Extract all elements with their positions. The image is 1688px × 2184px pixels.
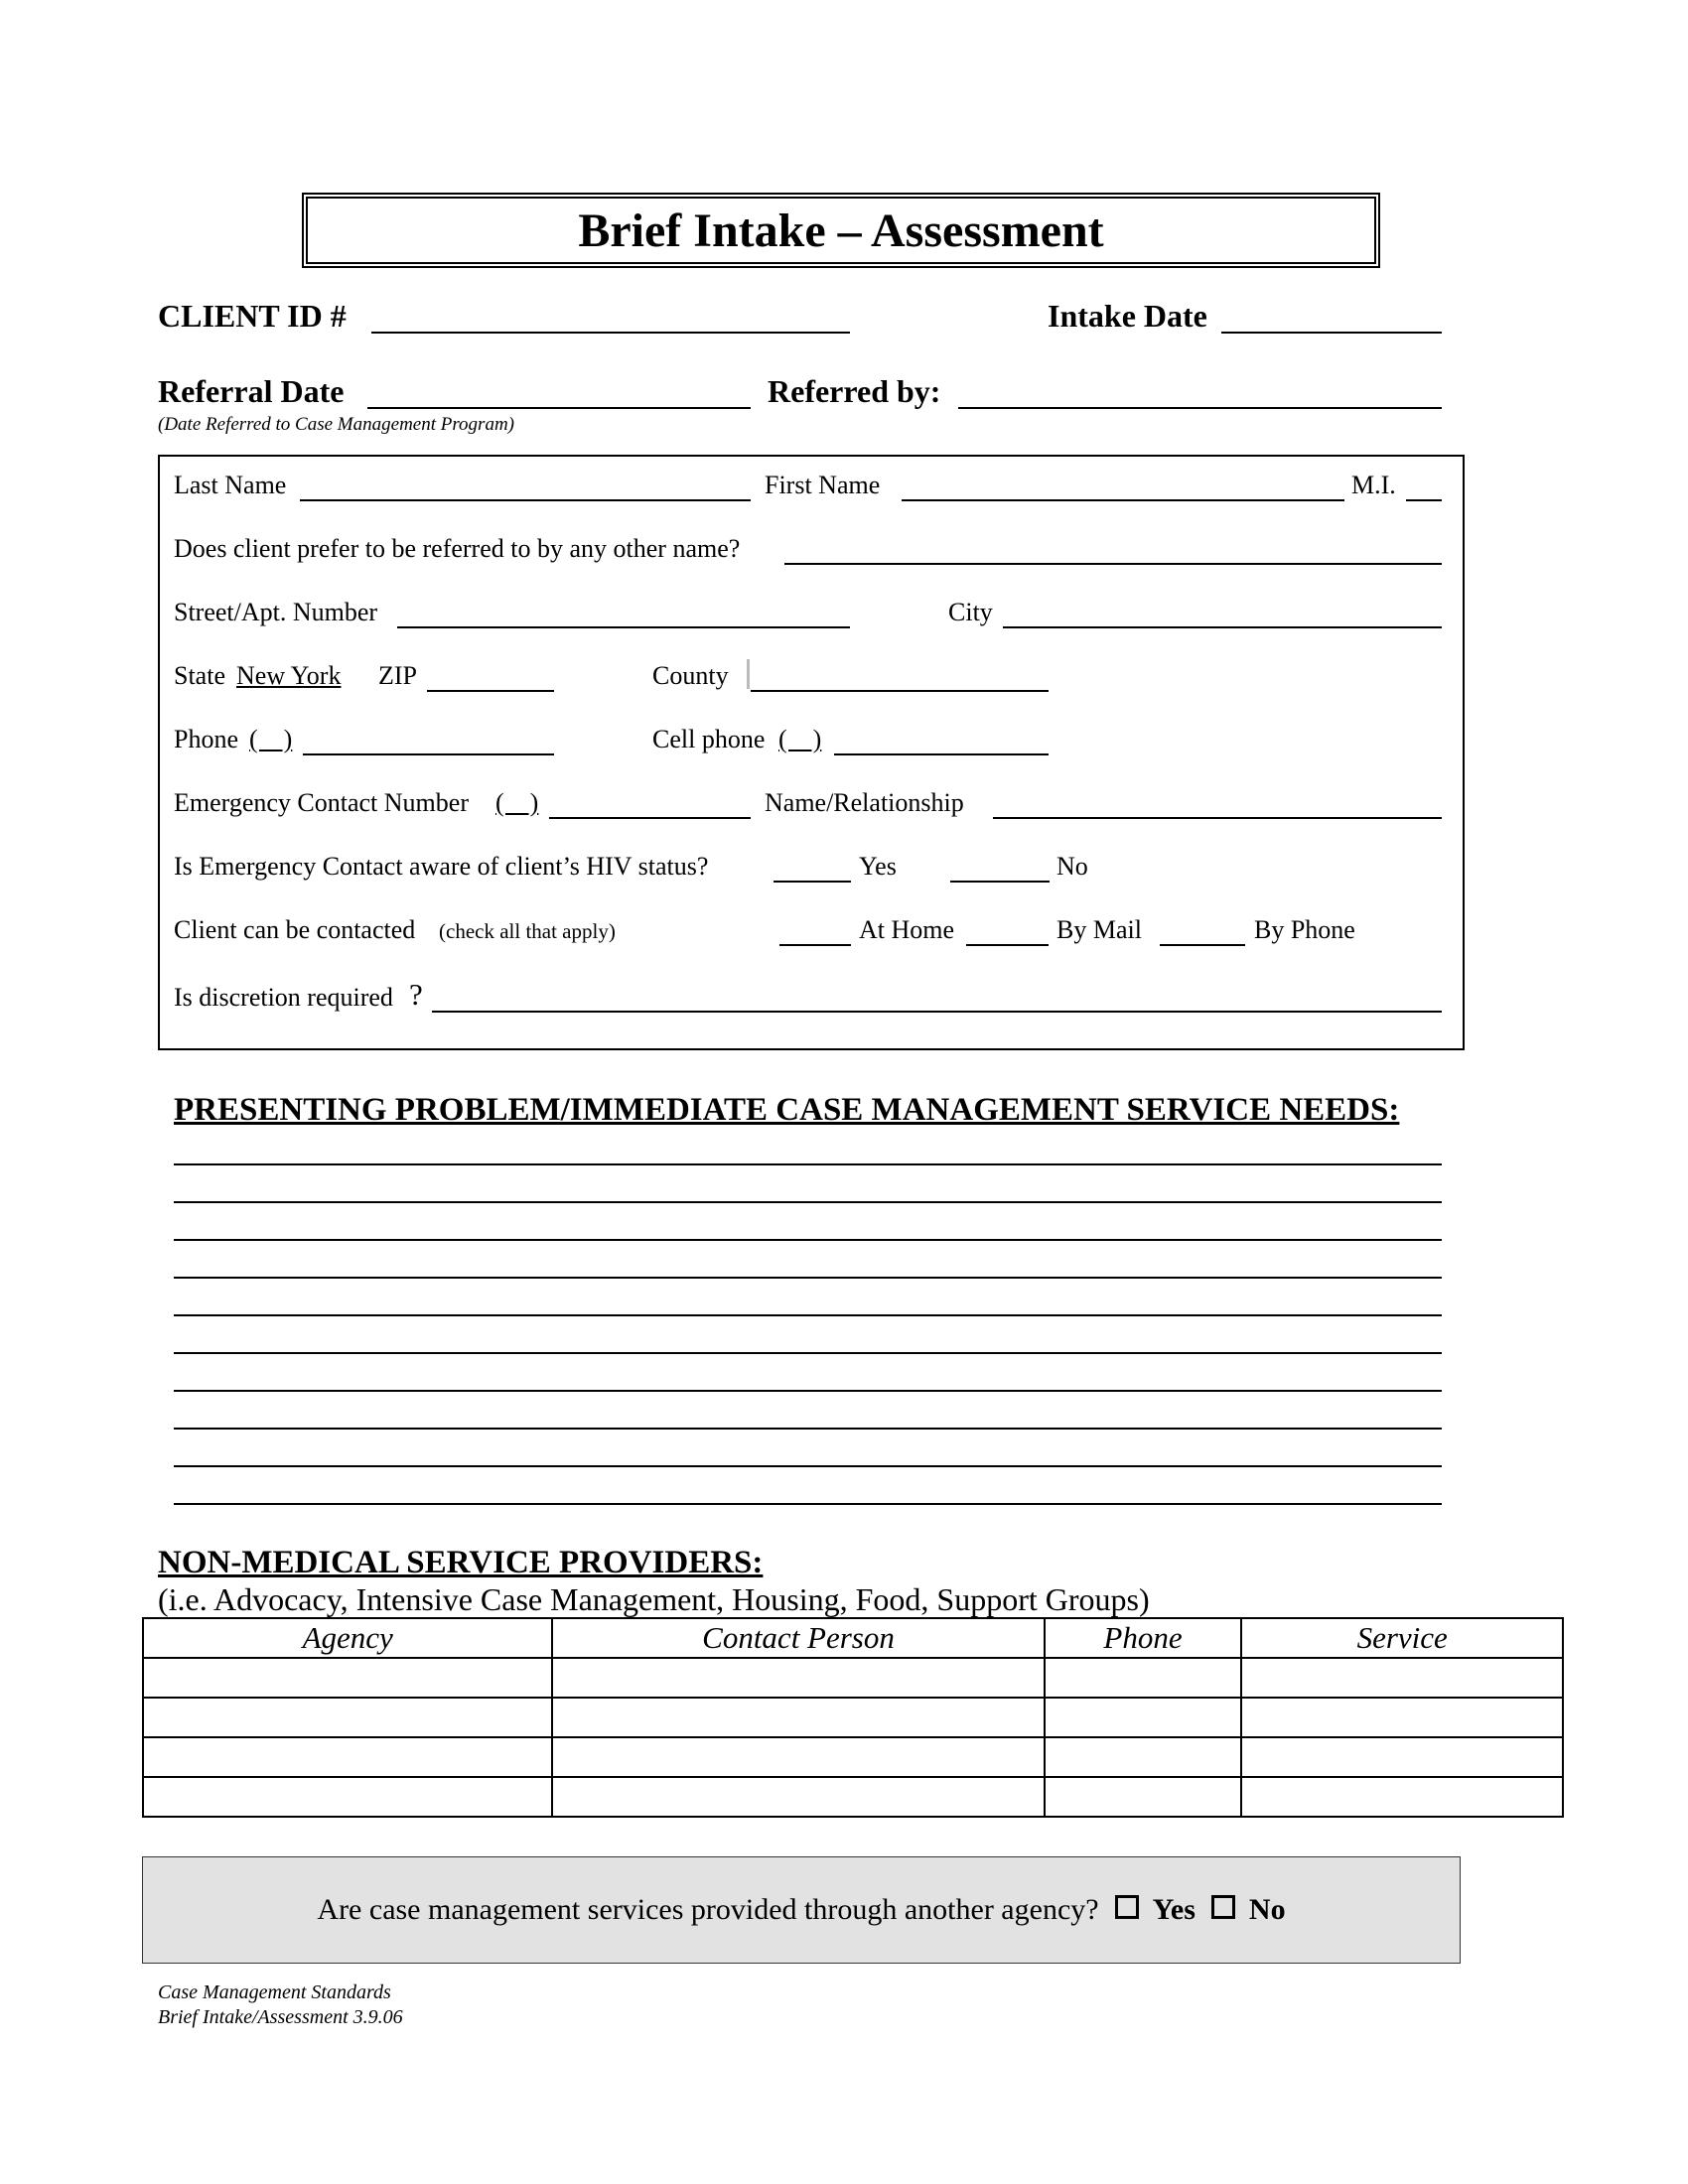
presenting-line-2[interactable] <box>174 1201 1442 1203</box>
other-name-field[interactable] <box>784 563 1442 565</box>
footer-line-2: Brief Intake/Assessment 3.9.06 <box>158 2006 403 2028</box>
presenting-line-3[interactable] <box>174 1239 1442 1241</box>
hiv-no-field[interactable] <box>950 881 1050 883</box>
discretion-label: Is discretion required <box>174 983 393 1012</box>
hiv-yes-label: Yes <box>859 852 897 881</box>
last-name-label: Last Name <box>174 471 287 499</box>
at-home-label: At Home <box>859 915 955 944</box>
county-label: County <box>652 661 729 690</box>
zip-label: ZIP <box>378 661 417 690</box>
county-field[interactable] <box>751 690 1049 692</box>
column-header-phone: Phone <box>1045 1618 1242 1658</box>
service-cell[interactable] <box>1241 1737 1563 1777</box>
discretion-qmark: ? <box>409 977 423 1012</box>
no-checkbox[interactable] <box>1211 1895 1235 1919</box>
referral-date-field[interactable] <box>367 407 751 409</box>
phone-cell[interactable] <box>1045 1698 1242 1737</box>
other-agency-question: Are case management services provided through another agency? <box>317 1893 1099 1926</box>
cell-field[interactable] <box>834 753 1049 755</box>
city-label: City <box>948 598 993 626</box>
emergency-field[interactable] <box>549 817 751 819</box>
presenting-line-6[interactable] <box>174 1352 1442 1354</box>
zip-field[interactable] <box>427 690 554 692</box>
by-mail-label: By Mail <box>1056 915 1142 944</box>
form-title: Brief Intake – Assessment <box>578 204 1104 257</box>
last-name-field[interactable] <box>300 499 751 501</box>
state-value[interactable]: New York <box>236 661 342 690</box>
state-label: State <box>174 661 225 690</box>
emergency-label: Emergency Contact Number <box>174 788 469 817</box>
name-relationship-label: Name/Relationship <box>765 788 964 817</box>
client-id-label: CLIENT ID # <box>158 298 347 334</box>
contact-label: Client can be contacted <box>174 915 416 944</box>
intake-date-field[interactable] <box>1221 332 1442 334</box>
phone-cell[interactable] <box>1045 1658 1242 1698</box>
table-row <box>143 1698 1563 1737</box>
emergency-area-code[interactable]: ( ) <box>495 788 539 817</box>
cell-label: Cell phone <box>652 725 766 753</box>
by-mail-field[interactable] <box>966 944 1049 946</box>
column-header-contact-person: Contact Person <box>552 1618 1044 1658</box>
providers-table <box>142 1617 1564 1818</box>
phone-cell[interactable] <box>1045 1777 1242 1817</box>
column-header-agency: Agency <box>143 1618 552 1658</box>
city-field[interactable] <box>1003 626 1442 628</box>
presenting-line-5[interactable] <box>174 1314 1442 1316</box>
cell-area-code[interactable]: ( ) <box>778 725 822 753</box>
client-id-field[interactable] <box>371 332 850 334</box>
form-title-box <box>306 197 1376 264</box>
referral-date-note: (Date Referred to Case Management Program) <box>158 414 514 435</box>
service-cell[interactable] <box>1241 1777 1563 1817</box>
agency-cell[interactable] <box>143 1698 552 1737</box>
phone-label: Phone <box>174 725 238 753</box>
table-row <box>143 1737 1563 1777</box>
agency-cell[interactable] <box>143 1737 552 1777</box>
first-name-label: First Name <box>765 471 881 499</box>
mi-label: M.I. <box>1351 471 1396 499</box>
providers-header-row <box>143 1618 1563 1658</box>
presenting-line-10[interactable] <box>174 1503 1442 1505</box>
hiv-no-label: No <box>1056 852 1088 881</box>
service-cell[interactable] <box>1241 1658 1563 1698</box>
contact-person-cell[interactable] <box>552 1737 1044 1777</box>
providers-subheading: (i.e. Advocacy, Intensive Case Management, Housing, Food, Support Groups) <box>158 1581 1150 1617</box>
column-header-service: Service <box>1241 1618 1563 1658</box>
contact-person-cell[interactable] <box>552 1777 1044 1817</box>
mi-field[interactable] <box>1406 499 1442 501</box>
table-row <box>143 1777 1563 1817</box>
contact-person-cell[interactable] <box>552 1658 1044 1698</box>
referred-by-label: Referred by: <box>768 373 941 409</box>
name-relationship-field[interactable] <box>993 817 1442 819</box>
presenting-problem-heading: PRESENTING PROBLEM/IMMEDIATE CASE MANAGEMENT SERVICE NEEDS: <box>174 1092 1400 1128</box>
county-cursor <box>747 659 750 689</box>
no-label: No <box>1248 1893 1286 1926</box>
presenting-line-1[interactable] <box>174 1163 1442 1165</box>
presenting-line-4[interactable] <box>174 1277 1442 1279</box>
agency-cell[interactable] <box>143 1777 552 1817</box>
street-label: Street/Apt. Number <box>174 598 378 626</box>
phone-cell[interactable] <box>1045 1737 1242 1777</box>
other-agency-box <box>142 1856 1461 1964</box>
phone-area-code[interactable]: ( ) <box>249 725 293 753</box>
contact-person-cell[interactable] <box>552 1698 1044 1737</box>
street-field[interactable] <box>397 626 850 628</box>
other-name-question: Does client prefer to be referred to by any other name? <box>174 534 741 563</box>
discretion-field[interactable] <box>432 1011 1442 1013</box>
presenting-line-7[interactable] <box>174 1390 1442 1392</box>
first-name-field[interactable] <box>902 499 1344 501</box>
at-home-field[interactable] <box>779 944 851 946</box>
yes-label: Yes <box>1152 1893 1196 1926</box>
contact-note: (check all that apply) <box>439 919 616 943</box>
yes-checkbox[interactable] <box>1115 1895 1139 1919</box>
hiv-yes-field[interactable] <box>774 881 851 883</box>
presenting-line-9[interactable] <box>174 1465 1442 1467</box>
by-phone-field[interactable] <box>1160 944 1245 946</box>
agency-cell[interactable] <box>143 1658 552 1698</box>
by-phone-label: By Phone <box>1254 915 1355 944</box>
referred-by-field[interactable] <box>958 407 1442 409</box>
presenting-line-8[interactable] <box>174 1428 1442 1430</box>
service-cell[interactable] <box>1241 1698 1563 1737</box>
intake-date-label: Intake Date <box>1048 298 1207 334</box>
table-row <box>143 1658 1563 1698</box>
referral-date-label: Referral Date <box>158 373 345 409</box>
hiv-question: Is Emergency Contact aware of client’s HIV status? <box>174 852 709 881</box>
footer-line-1: Case Management Standards <box>158 1981 391 2003</box>
phone-field[interactable] <box>303 753 554 755</box>
providers-heading: NON-MEDICAL SERVICE PROVIDERS: <box>158 1545 764 1580</box>
